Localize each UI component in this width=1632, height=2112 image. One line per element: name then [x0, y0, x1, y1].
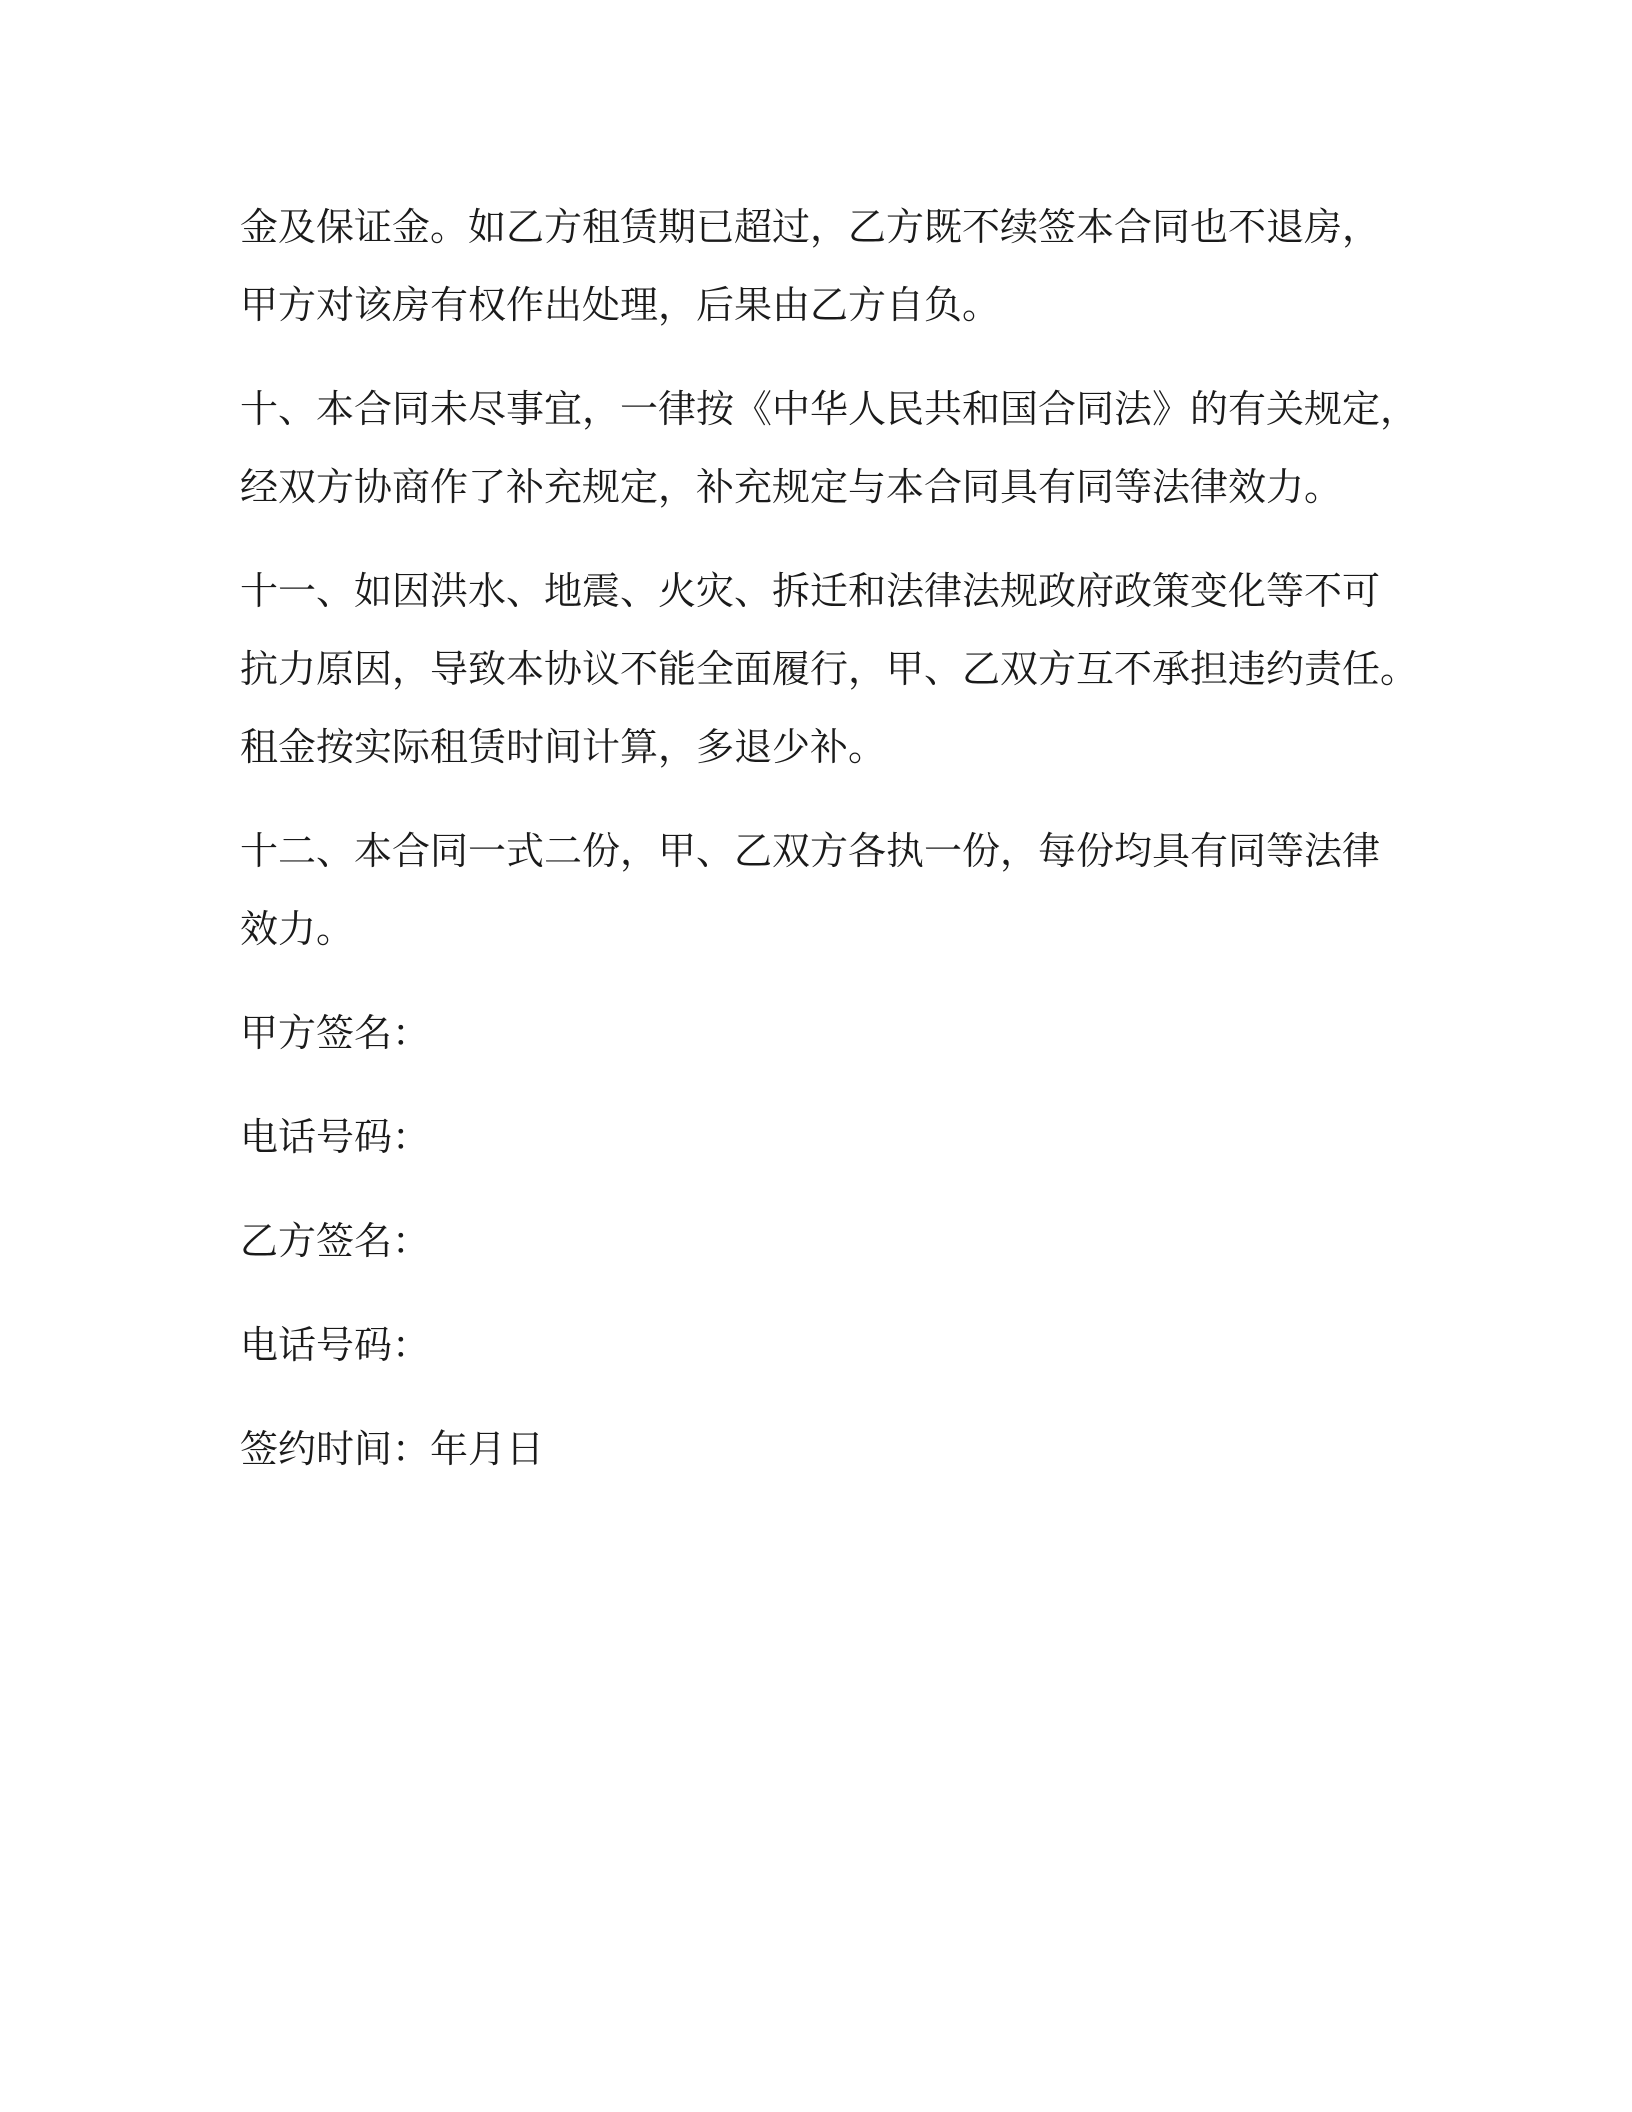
text-line: 十、本合同未尽事宜，一律按《中华人民共和国合同法》的有关规定，: [240, 387, 1419, 431]
clause-ten: [240, 370, 1419, 526]
text-line: 抗力原因，导致本协议不能全面履行，甲、乙双方互不承担违约责任。: [240, 647, 1419, 691]
text-line: 效力。: [240, 907, 355, 951]
text-line: 十二、本合同一式二份，甲、乙双方各执一份，每份均具有同等法律: [240, 829, 1381, 873]
party-a-signature-label: 甲方签名：: [240, 1011, 431, 1055]
party-b-signature-label: 乙方签名：: [240, 1219, 431, 1263]
text-line: 租金按实际租赁时间计算，多退少补。: [240, 725, 887, 769]
clause-continuation: [240, 188, 1400, 344]
text-line: 十一、如因洪水、地震、火灾、拆迁和法律法规政府政策变化等不可: [240, 569, 1381, 613]
text-line: 经双方协商作了补充规定，补充规定与本合同具有同等法律效力。: [240, 465, 1343, 509]
party-b-phone-label: 电话号码：: [240, 1323, 431, 1367]
document-body: [240, 188, 1419, 1514]
text-line: 金及保证金。如乙方租赁期已超过，乙方既不续签本合同也不退房，: [240, 205, 1381, 249]
clause-eleven: [240, 552, 1419, 786]
party-a-phone-label: 电话号码：: [240, 1115, 431, 1159]
signing-date-label: 签约时间：年月日: [240, 1427, 545, 1471]
clause-twelve: [240, 812, 1400, 968]
text-line: 甲方对该房有权作出处理，后果由乙方自负。: [240, 283, 1001, 327]
